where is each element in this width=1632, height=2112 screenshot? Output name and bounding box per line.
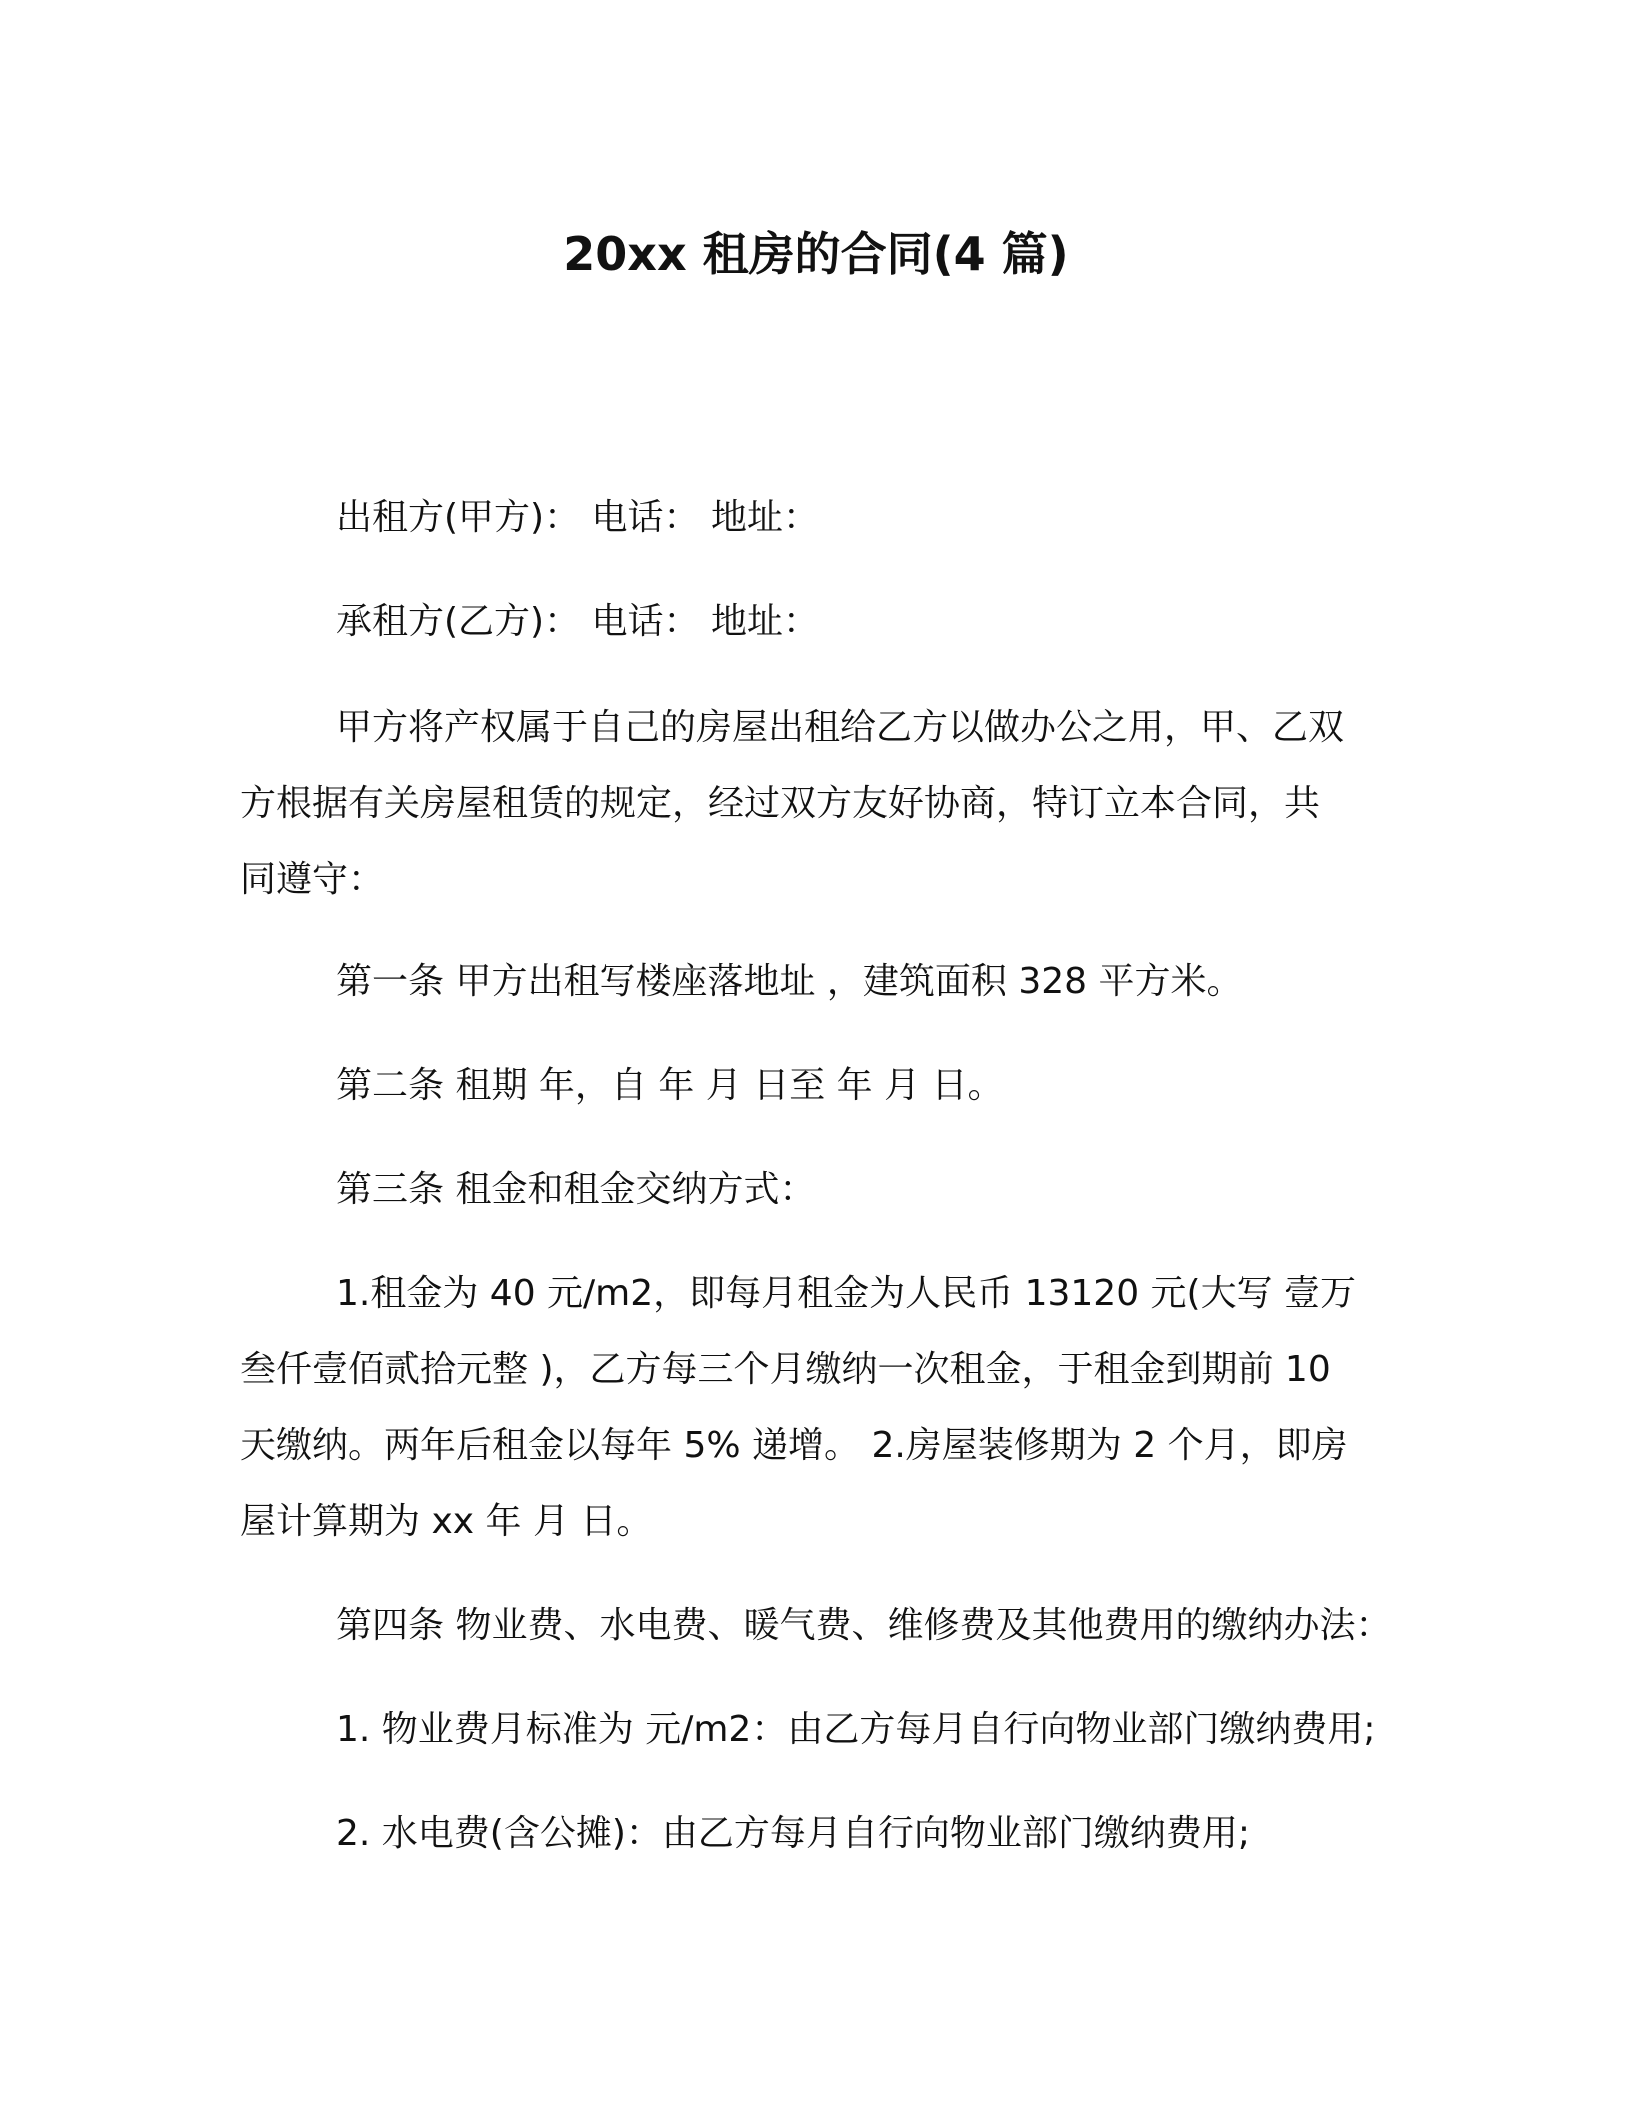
article-4-heading bbox=[336, 1588, 1391, 1664]
utilities-fee-text: 2. 水电费(含公摊)：由乙方每月自行向物业部门缴纳费用; bbox=[336, 1813, 1251, 1854]
article-1-text: 第一条 甲方出租写楼座落地址 ，建筑面积 328 平方米。 bbox=[336, 961, 1243, 1002]
article-4-heading-text: 第四条 物业费、水电费、暖气费、维修费及其他费用的缴纳办法： bbox=[336, 1605, 1392, 1646]
rent-line-1: 1.租金为 40 元/m2，即每月租金为人民币 13120 元(大写 壹万 bbox=[336, 1273, 1357, 1314]
article-3-heading-text: 第三条 租金和租金交纳方式： bbox=[336, 1169, 816, 1210]
article-1 bbox=[336, 944, 1243, 1020]
article-2-text: 第二条 租期 年，自 年 月 日至 年 月 日。 bbox=[336, 1065, 1004, 1106]
lessee-line bbox=[336, 584, 819, 660]
lessor-line bbox=[336, 480, 819, 556]
article-4-item-2 bbox=[336, 1796, 1250, 1872]
preamble-line-1: 甲方将产权属于自己的房屋出租给乙方以做办公之用，甲、乙双 bbox=[336, 707, 1345, 748]
article-4-item-1 bbox=[336, 1692, 1375, 1768]
article-3-rent-paragraph bbox=[240, 1256, 1356, 1560]
preamble-paragraph bbox=[240, 690, 1344, 918]
lessor-text: 出租方(甲方)： 电话： 地址： bbox=[336, 497, 819, 538]
preamble-line-2: 方根据有关房屋租赁的规定，经过双方友好协商，特订立本合同，共 bbox=[240, 783, 1321, 824]
rent-line-4: 屋计算期为 xx 年 月 日。 bbox=[240, 1501, 653, 1542]
document-title: 20xx 租房的合同(4 篇) bbox=[563, 227, 1069, 281]
rent-line-2: 叁仟壹佰贰拾元整 )，乙方每三个月缴纳一次租金，于租金到期前 10 bbox=[240, 1349, 1331, 1390]
article-2 bbox=[336, 1048, 1004, 1124]
article-3-heading bbox=[336, 1152, 815, 1228]
rent-line-3: 天缴纳。两年后租金以每年 5% 递增。 2.房屋装修期为 2 个月，即房 bbox=[240, 1425, 1348, 1466]
preamble-line-3: 同遵守： bbox=[240, 859, 385, 900]
lessee-text: 承租方(乙方)： 电话： 地址： bbox=[336, 601, 819, 642]
property-fee-text: 1. 物业费月标准为 元/m2：由乙方每月自行向物业部门缴纳费用; bbox=[336, 1709, 1376, 1750]
